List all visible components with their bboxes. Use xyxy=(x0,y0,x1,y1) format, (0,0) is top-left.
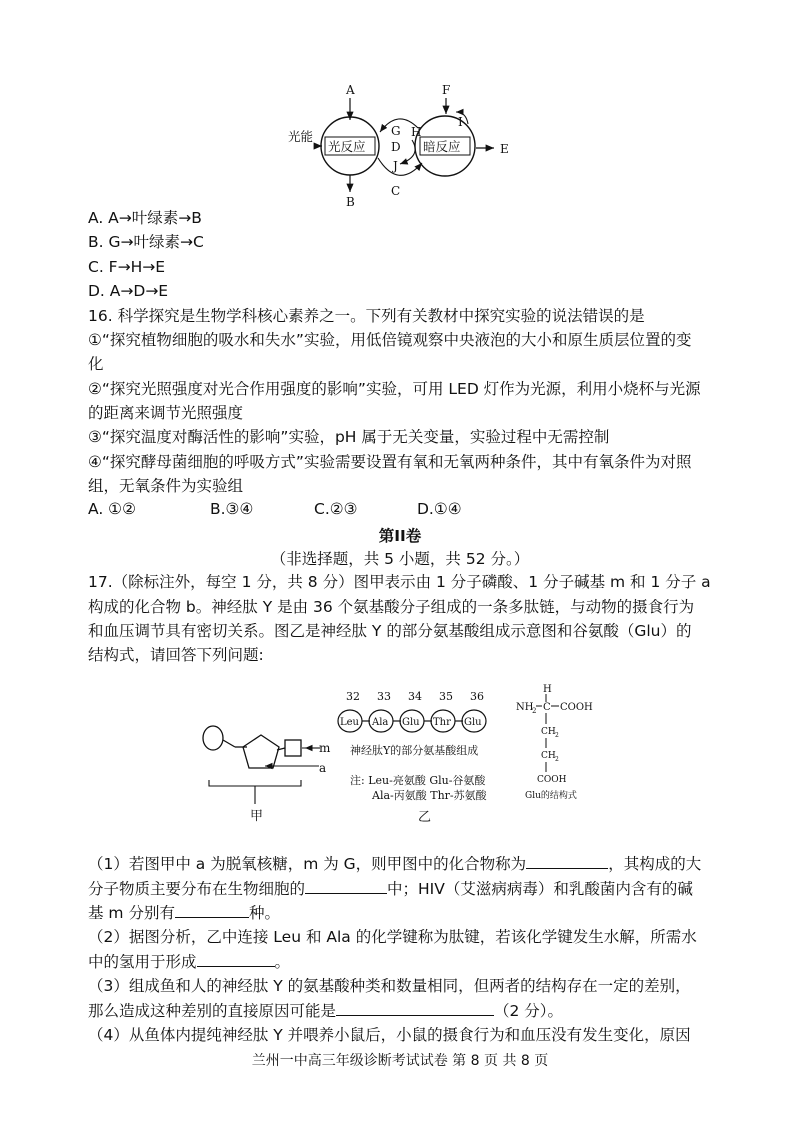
q17-1-line-1 xyxy=(88,852,701,875)
glu-ch2-b: CH xyxy=(541,751,556,761)
residue-label: Ala xyxy=(372,717,389,728)
blank-2[interactable] xyxy=(305,877,387,894)
phosphate-circle xyxy=(203,726,223,750)
q16-statement-4: ④“探究酵母菌细胞的呼吸方式”实验需要设置有氧和无氧两种条件，其中有氧条件为对照 xyxy=(88,453,692,471)
q17-3-line-1: （3）组成鱼和人的神经肽 Y 的氨基酸种类和数量相同，但两者的结构存在一定的差别， xyxy=(88,977,691,995)
residue-label: Leu xyxy=(340,717,359,728)
label-a: a xyxy=(319,761,327,775)
q17-1-line-3 xyxy=(88,901,280,924)
caption-yi: 乙 xyxy=(418,810,432,825)
residue-label: Glu xyxy=(464,717,482,728)
q16-statement-1: ①“探究植物细胞的吸水和失水”实验，用低倍镜观察中央液泡的大小和原生质层位置的变 xyxy=(88,331,692,349)
q15-option-d: D. A→D→E xyxy=(88,282,169,300)
chain-caption: 神经肽Y的部分氨基酸组成 xyxy=(350,744,479,757)
q17-3-text-b: 那么造成这种差别的直接原因可能是 xyxy=(88,1002,337,1020)
q16-statement-4-cont: 组，无氧条件为实验组 xyxy=(88,477,244,495)
base-rectangle xyxy=(285,740,301,756)
q17-3-text-c: （2 分）。 xyxy=(494,1002,564,1020)
q17-1-text-e: 基 m 分别有 xyxy=(88,904,175,922)
q17-1-text-b: ，其构成的大 xyxy=(608,855,702,873)
glu-ch2-a-sub: 2 xyxy=(555,732,559,739)
q17-1-text-c: 分子物质主要分布在生物细胞的 xyxy=(88,880,306,898)
q16-option-d: D.①④ xyxy=(417,500,462,518)
residue-number: 33 xyxy=(377,690,391,703)
q16-statement-1-cont: 化 xyxy=(88,355,104,373)
q15-option-a: A. A→叶绿素→B xyxy=(88,209,202,227)
glu-nh2: NH xyxy=(516,702,534,713)
caption-jia: 甲 xyxy=(250,809,264,824)
residue-label: Glu xyxy=(402,717,420,728)
pentose-pentagon xyxy=(243,735,279,768)
q16-option-a: A. ①② xyxy=(88,500,136,518)
blank-1[interactable] xyxy=(526,852,608,869)
q17-1-text-f: 种。 xyxy=(248,904,280,922)
label-B: B xyxy=(346,195,355,209)
figure-jia-nucleotide xyxy=(195,700,335,830)
q15-option-b: B. G→叶绿素→C xyxy=(88,233,204,251)
blank-5[interactable] xyxy=(336,999,494,1016)
q16-statement-2-cont: 的距离来调节光照强度 xyxy=(88,404,244,422)
glu-ch2-b-sub: 2 xyxy=(555,756,559,763)
residue-label: Thr xyxy=(433,717,451,728)
q16-option-b: B.③④ xyxy=(210,500,254,518)
label-F: F xyxy=(442,83,451,97)
q17-2-text-c: 。 xyxy=(274,953,291,971)
q16-statement-3: ③“探究温度对酶活性的影响”实验，pH 属于无关变量，实验过程中无需控制 xyxy=(88,428,610,446)
q17-3-line-2 xyxy=(88,999,563,1022)
note-line-1: 注: Leu-亮氨酸 Glu-谷氨酸 xyxy=(350,774,486,787)
label-J: J xyxy=(393,159,398,173)
q17-line-2: 构成的化合物 b。神经肽 Y 是由 36 个氨基酸分子组成的一条多肽链，与动物的摄食行为 xyxy=(88,598,695,616)
label-D: D xyxy=(391,140,401,154)
label-C: C xyxy=(391,184,401,198)
q17-2-text-b: 中的氢用于形成 xyxy=(88,953,197,971)
label-H: H xyxy=(411,125,422,139)
figure-yi xyxy=(332,684,622,828)
label-I: I xyxy=(458,115,463,129)
q17-1-line-2 xyxy=(88,877,693,900)
light-energy-label: 光能 xyxy=(288,129,314,144)
glu-caption: Glu的结构式 xyxy=(525,791,577,801)
peptide-chain xyxy=(332,688,512,758)
glu-structure xyxy=(515,680,610,820)
q17-2-line-2 xyxy=(88,950,290,973)
blank-3[interactable] xyxy=(175,901,249,918)
residue-number: 34 xyxy=(408,690,422,703)
residue-number: 36 xyxy=(470,690,484,703)
q17-1-text-d: 中；HIV（艾滋病病毒）和乳酸菌内含有的碱 xyxy=(387,880,693,898)
label-E: E xyxy=(500,142,509,156)
glu-ch2-a: CH xyxy=(541,727,556,737)
q17-4-line-1: （4）从鱼体内提纯神经肽 Y 并喂养小鼠后，小鼠的摄食行为和血压没有发生变化，原因 xyxy=(88,1026,691,1044)
label-m: m xyxy=(319,741,331,755)
q17-line-3: 和血压调节具有密切关系。图乙是神经肽 Y 的部分氨基酸组成示意图和谷氨酸（Glu）的 xyxy=(88,622,692,640)
residue-number: 35 xyxy=(439,690,453,703)
glu-side-cooh: COOH xyxy=(537,775,567,785)
q17-2-line-1: （2）据图分析，乙中连接 Leu 和 Ala 的化学键称为肽键，若该化学键发生水解，所需水 xyxy=(88,928,697,946)
light-reaction-label: 光反应 xyxy=(328,139,366,154)
note-line-2: Ala-丙氨酸 Thr-苏氨酸 xyxy=(372,789,487,802)
glu-cooh: COOH xyxy=(560,702,593,713)
glu-h: H xyxy=(543,684,552,695)
page-footer: 兰州一中高三年级诊断考试试卷 第 8 页 共 8 页 xyxy=(251,1053,549,1069)
label-G: G xyxy=(391,124,401,138)
glu-nh2-sub: 2 xyxy=(532,707,537,715)
q17-line-1: 17.（除标注外，每空 1 分，共 8 分）图甲表示由 1 分子磷酸、1 分子碱基 m 和 1 分子 a xyxy=(88,573,711,591)
label-A: A xyxy=(346,83,355,97)
section-subtitle: （非选择题，共 5 小题，共 52 分。） xyxy=(270,550,530,568)
q16-option-c: C.②③ xyxy=(314,500,358,518)
q17-line-4: 结构式，请回答下列问题: xyxy=(88,646,264,664)
q17-1-text-a: （1）若图甲中 a 为脱氧核糖，m 为 G，则甲图中的化合物称为 xyxy=(88,855,527,873)
q16-statement-2: ②“探究光照强度对光合作用强度的影响”实验，可用 LED 灯作为光源，利用小烧杯与光源 xyxy=(88,380,701,398)
section-title: 第II卷 xyxy=(378,527,422,545)
blank-4[interactable] xyxy=(197,950,275,967)
photosynthesis-diagram xyxy=(270,78,530,213)
dark-reaction-label: 暗反应 xyxy=(423,139,461,154)
q15-option-c: C. F→H→E xyxy=(88,258,166,276)
glu-carbon: C xyxy=(543,702,551,713)
q16-stem: 16. 科学探究是生物学科核心素养之一。下列有关教材中探究实验的说法错误的是 xyxy=(88,307,645,325)
residue-number: 32 xyxy=(346,690,360,703)
